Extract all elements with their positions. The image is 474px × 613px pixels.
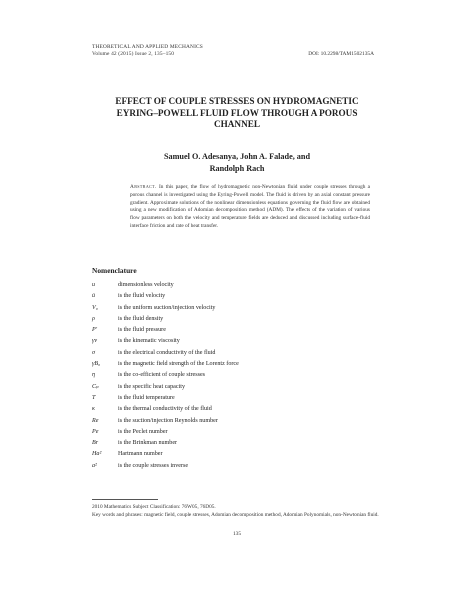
nomenclature-symbol: V₀ [92,304,98,311]
nomenclature-title: Nomenclature [92,266,137,275]
nomenclature-definition: is the specific heat capacity [118,383,185,390]
authors-line: Samuel O. Adesanya, John A. Falade, and [163,152,311,161]
nomenclature-symbol: ρ [92,315,95,322]
authors [80,151,394,175]
nomenclature-definition: is the electrical conductivity of the fluid [118,349,216,356]
keywords-footnote: Key words and phrases: magnetic field, couple stresses, Adomian decomposition method, Adomian Polynomials, non-Newtonian fluid. [92,512,379,518]
abstract-label: Abstract. [130,184,157,190]
nomenclature-symbol: P′ [92,327,98,334]
nomenclature-symbol: Br [92,440,99,447]
nomenclature-definition: is the fluid pressure [118,327,166,334]
nomenclature-symbol: Re [92,417,99,424]
nomenclature-symbol: u [92,282,96,288]
title-line: EFFECT OF COUPLE STRESSES ON HYDROMAGNETIC [115,96,359,106]
journal-header [92,44,203,58]
nomenclature-definition: is the couple stresses inverse [118,462,189,469]
nomenclature-symbol: γν [92,338,98,345]
nomenclature-definition: is the Peclet number [118,428,168,435]
nomenclature-definition: is the co-efficient of couple stresses [118,372,206,379]
nomenclature-symbol: ū [92,293,96,300]
nomenclature-symbol: Cₚ [92,383,99,390]
nomenclature-symbol: κ [92,406,95,413]
msc-footnote: 2010 Mathematics Subject Classification: 76W05, 76D05. [92,504,216,510]
nomenclature-definition: is the thermal conductivity of the fluid [118,406,212,413]
nomenclature-definition: is the magnetic field strength of the Lorentz force [118,361,239,368]
footnote-rule [92,499,158,500]
nomenclature-symbol: T [92,394,96,401]
nomenclature-symbol: Ha² [92,451,102,458]
journal-volume: Volume 42 (2015) Issue 2, 135–150 [92,51,175,57]
doi: DOI: 10.2298/TAM1502135A [308,51,374,57]
nomenclature-definition: Hartmann number [118,451,163,458]
nomenclature-definition: is the Brinkman number [118,440,178,447]
title-line: EYRING–POWELL FLUID FLOW THROUGH A POROUS [116,107,358,118]
paper-title [80,96,394,131]
page-number: 135 [232,531,242,537]
nomenclature-definition: is the suction/injection Reynolds number [118,417,218,424]
nomenclature-symbol: Pe [92,428,99,435]
journal-name: THEORETICAL AND APPLIED MECHANICS [92,44,203,50]
nomenclature-definition: is the uniform suction/injection velocity [118,304,216,311]
authors-line: Randolph Rach [209,164,265,173]
nomenclature-definition: is the fluid velocity [118,293,166,300]
title-line: CHANNEL [214,119,260,129]
nomenclature-symbol: σ [92,349,96,356]
nomenclature-definition: is the fluid density [118,315,164,322]
nomenclature-definition: dimensionless velocity [118,282,174,288]
nomenclature-symbol: γB₀ [92,361,101,368]
abstract [130,184,370,231]
abstract-text: In this paper, the flow of hydromagnetic non-Newtonian fluid under couple stresses through a porous channel is investigated using the Eyring-Powell model. The fluid is driven by an axial constant pressure gradient. Approximate solutions of the nonlinear dimensionless equations governing the fluid flow are obtained using a new modification of Adomian decomposition method (ADM). The effects of the variation of various flow parameters on both the velocity and temperature fields are deduced and discussed including surface-fluid interface friction and rate of heat transfer. [130,184,370,229]
nomenclature-symbol: a² [92,462,97,469]
nomenclature-definition: is the fluid temperature [118,394,175,401]
nomenclature-symbol: η [92,372,96,379]
nomenclature-definition: is the kinematic viscosity [118,338,180,345]
